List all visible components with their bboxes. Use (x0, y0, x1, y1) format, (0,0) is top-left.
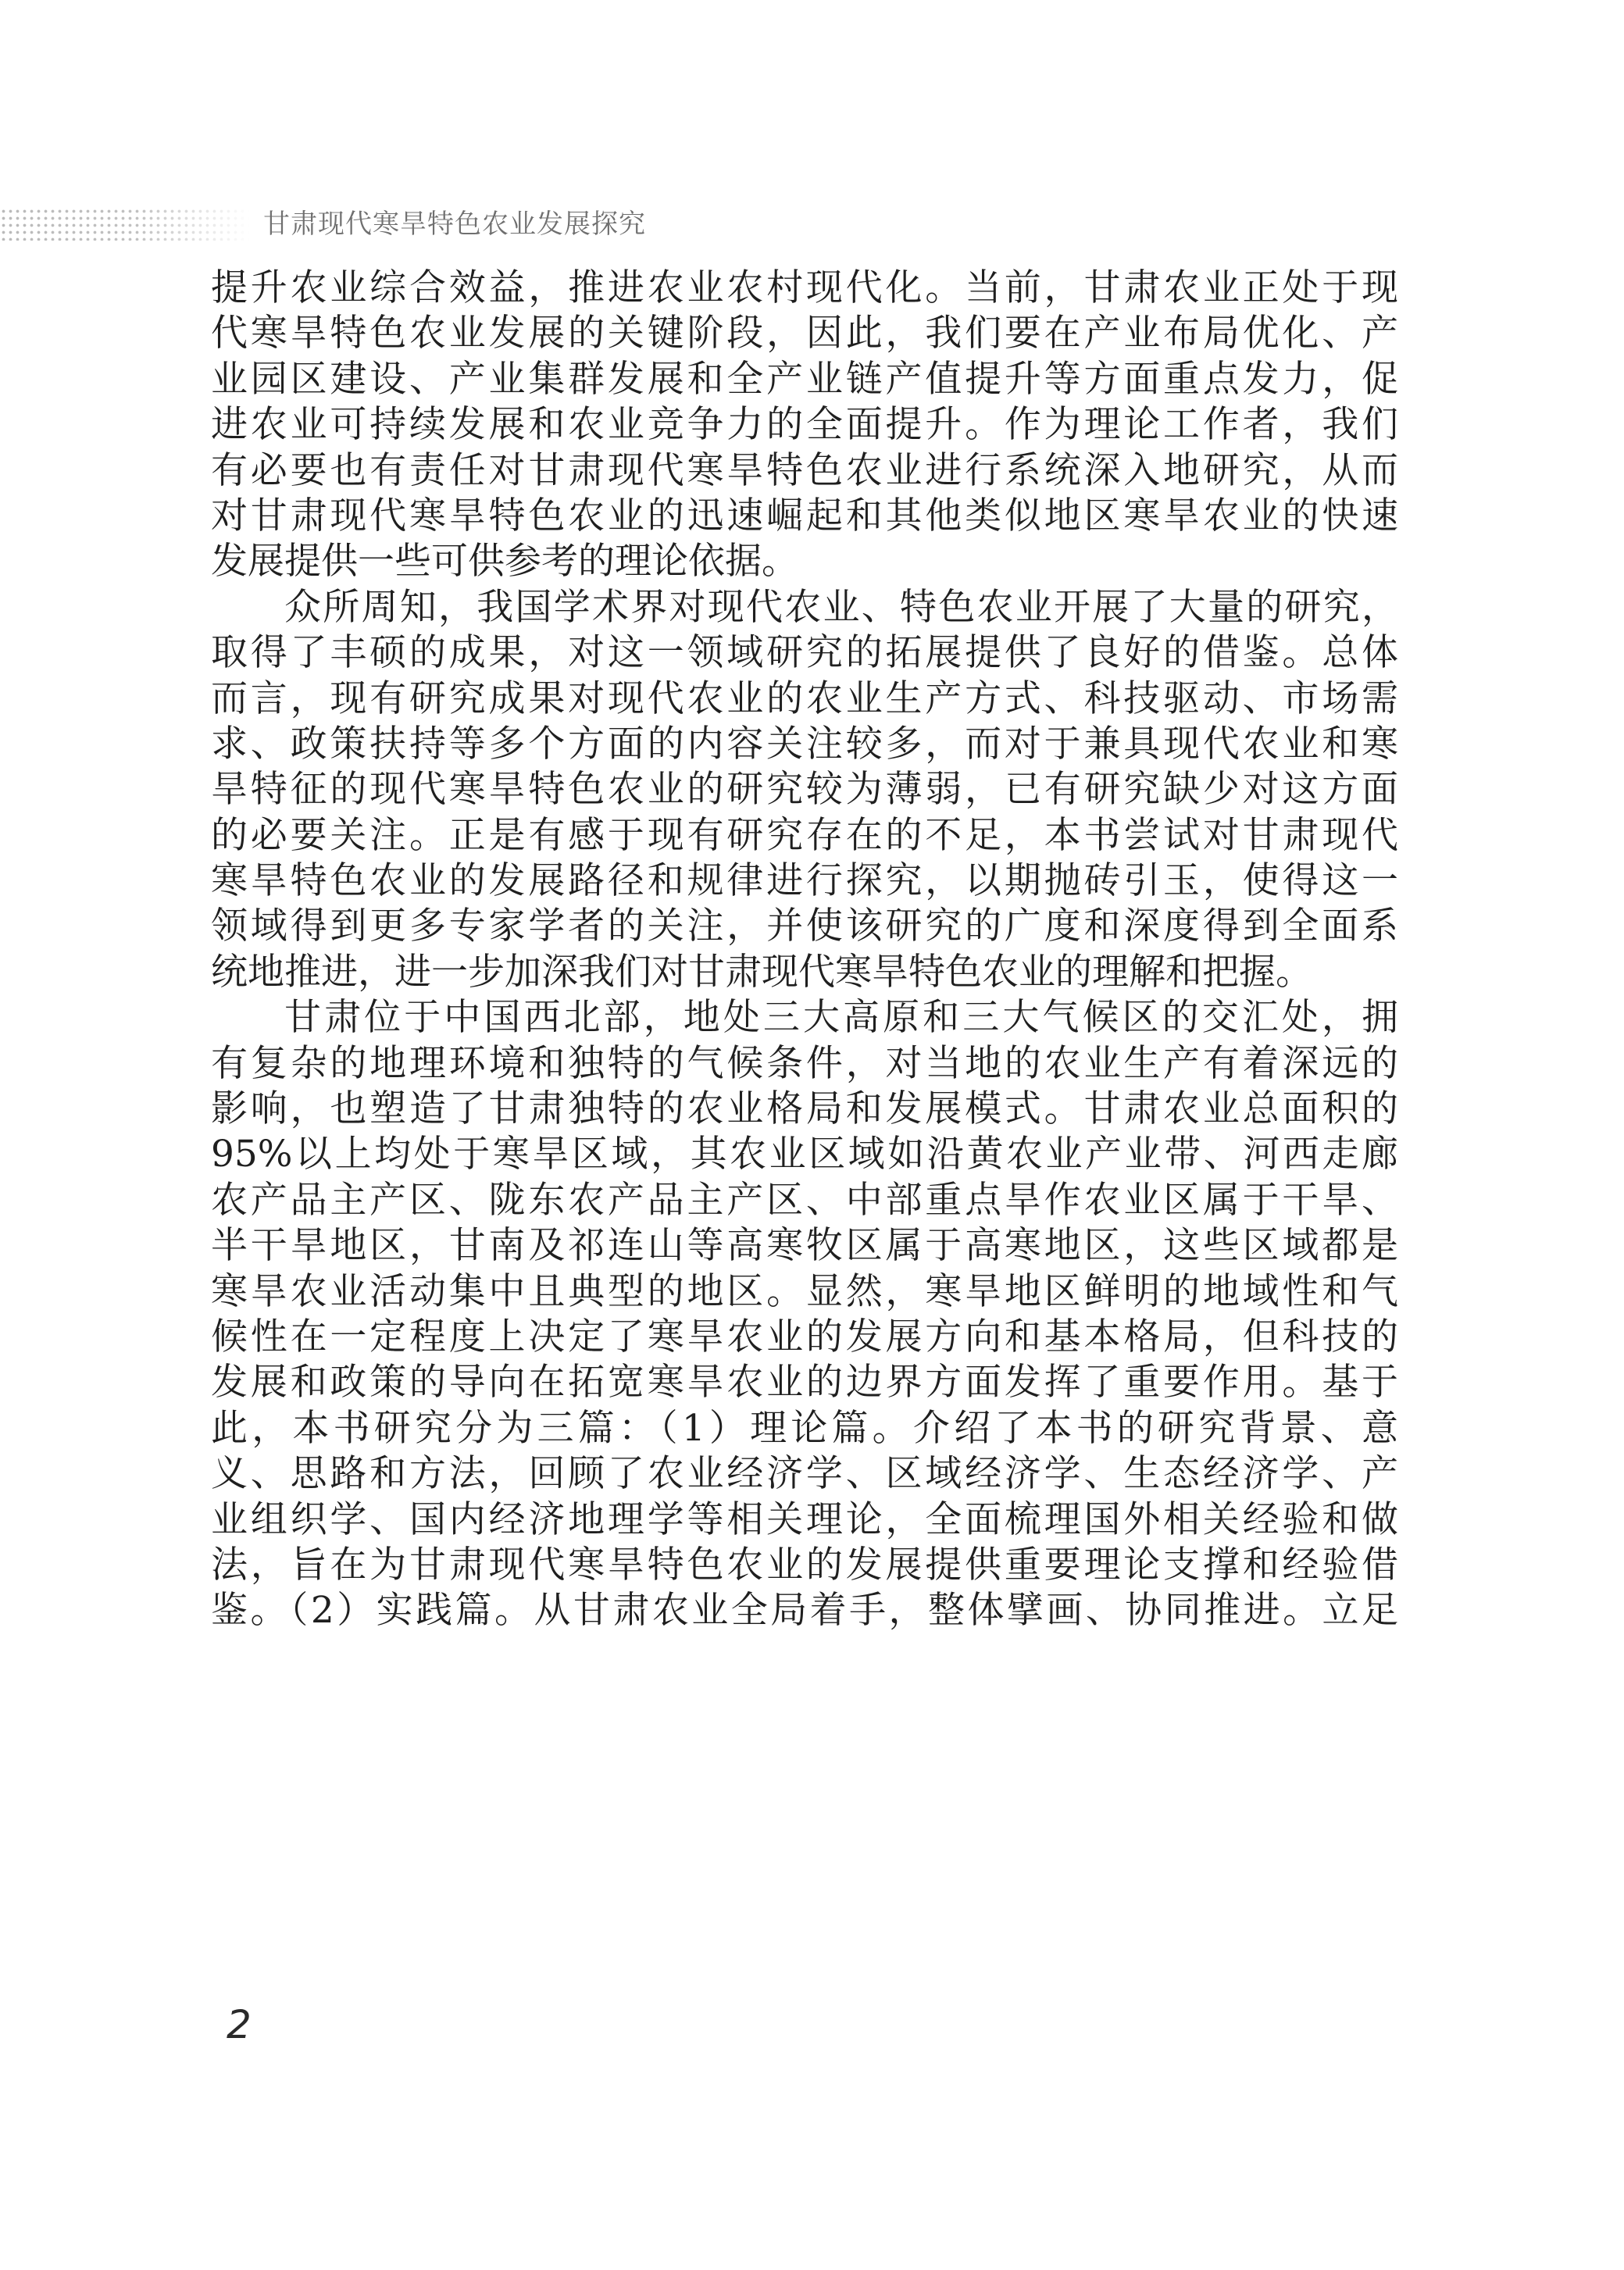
text-line: 发展和政策的导向在拓宽寒旱农业的边界方面发挥了重要作用。基于 (211, 1361, 1398, 1404)
text-line: 的必要关注。正是有感于现有研究存在的不足，本书尝试对甘肃现代 (211, 813, 1398, 857)
text-line: 而言，现有研究成果对现代农业的农业生产方式、科技驱动、市场需 (211, 676, 1398, 720)
header-dot-pattern (0, 208, 250, 241)
running-header (0, 205, 1624, 244)
text-line: 鉴。（2）实践篇。从甘肃农业全局着手，整体擘画、协同推进。立足 (211, 1589, 1398, 1633)
text-line: 农产品主产区、陇东农产品主产区、中部重点旱作农业区属于干旱、 (211, 1178, 1398, 1222)
text-line: 代寒旱特色农业发展的关键阶段，因此，我们要在产业布局优化、产 (211, 312, 1398, 355)
text-line: 求、政策扶持等多个方面的内容关注较多，而对于兼具现代农业和寒 (211, 722, 1398, 766)
text-line: 业园区建设、产业集群发展和全产业链产值提升等方面重点发力，促 (211, 357, 1398, 401)
paragraph-2 (211, 585, 1398, 996)
text-line: 领域得到更多专家学者的关注，并使该研究的广度和深度得到全面系 (211, 905, 1398, 948)
page-number: 2 (227, 2002, 252, 2047)
text-line: 提升农业综合效益，推进农业农村现代化。当前，甘肃农业正处于现 (211, 266, 1398, 309)
text-line: 有复杂的地理环境和独特的气候条件，对当地的农业生产有着深远的 (211, 1041, 1398, 1085)
paragraph-3 (211, 995, 1398, 1633)
text-line: 取得了丰硕的成果，对这一领域研究的拓展提供了良好的借鉴。总体 (211, 631, 1398, 675)
text-line: 义、思路和方法，回顾了农业经济学、区域经济学、生态经济学、产 (211, 1452, 1398, 1496)
text-line: 寒旱农业活动集中且典型的地区。显然，寒旱地区鲜明的地域性和气 (211, 1269, 1398, 1313)
paragraph-1 (211, 266, 1398, 585)
text-line: 统地推进，进一步加深我们对甘肃现代寒旱特色农业的理解和把握。 (211, 950, 1312, 994)
text-line: 寒旱特色农业的发展路径和规律进行探究，以期抛砖引玉，使得这一 (211, 859, 1398, 903)
text-line: 旱特征的现代寒旱特色农业的研究较为薄弱，已有研究缺少对这方面 (211, 768, 1398, 812)
running-title: 甘肃现代寒旱特色农业发展探究 (263, 209, 646, 240)
text-line: 95%以上均处于寒旱区域，其农业区域如沿黄农业产业带、河西走廊 (211, 1133, 1398, 1176)
text-line: 半干旱地区，甘南及祁连山等高寒牧区属于高寒地区，这些区域都是 (211, 1224, 1398, 1268)
text-line: 对甘肃现代寒旱特色农业的迅速崛起和其他类似地区寒旱农业的快速 (211, 494, 1398, 537)
text-line: 候性在一定程度上决定了寒旱农业的发展方向和基本格局，但科技的 (211, 1315, 1398, 1358)
text-line: 法，旨在为甘肃现代寒旱特色农业的发展提供重要理论支撑和经验借 (211, 1543, 1398, 1587)
text-line: 此，本书研究分为三篇：（1）理论篇。介绍了本书的研究背景、意 (211, 1406, 1398, 1450)
body-text (211, 266, 1398, 1634)
text-line: 影响，也塑造了甘肃独特的农业格局和发展模式。甘肃农业总面积的 (211, 1087, 1398, 1131)
text-line: 发展提供一些可供参考的理论依据。 (211, 540, 798, 584)
text-line: 进农业可持续发展和农业竞争力的全面提升。作为理论工作者，我们 (211, 403, 1398, 447)
text-line: 众所周知，我国学术界对现代农业、特色农业开展了大量的研究， (284, 585, 1398, 629)
text-line: 业组织学、国内经济地理学等相关理论，全面梳理国外相关经验和做 (211, 1497, 1398, 1541)
text-line: 有必要也有责任对甘肃现代寒旱特色农业进行系统深入地研究，从而 (211, 448, 1398, 492)
text-line: 甘肃位于中国西北部，地处三大高原和三大气候区的交汇处，拥 (284, 996, 1398, 1040)
